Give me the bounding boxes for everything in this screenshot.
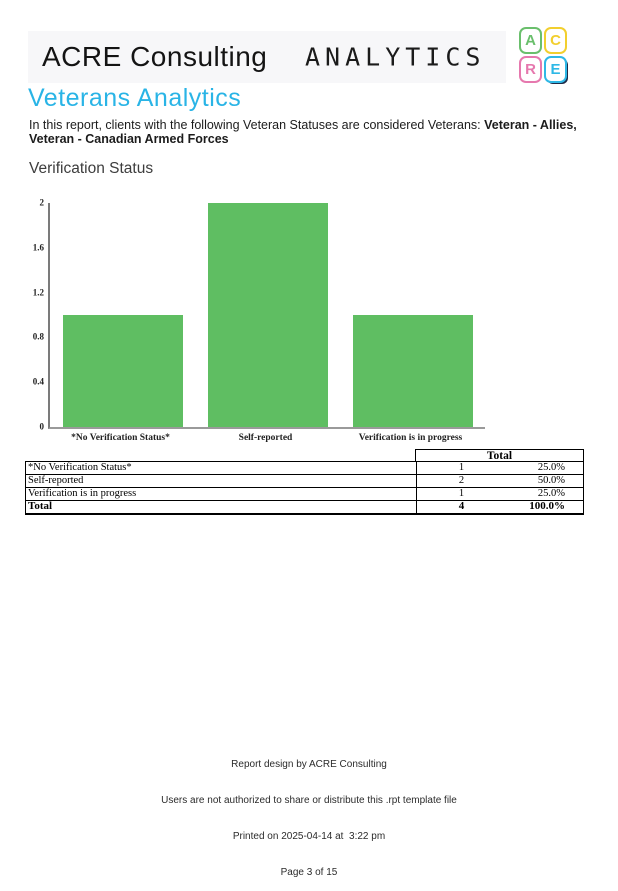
page-footer [0,735,618,891]
table-cell-label: *No Verification Status* [28,462,132,473]
y-tick-label: 0.4 [32,376,44,387]
y-tick-label: 2 [39,197,44,208]
intro-regular: In this report, clients with the following Veteran Statuses are considered Veterans: [29,118,485,132]
bar-2 [208,203,328,427]
table-row [25,461,584,474]
intro-bold: Veteran - Allies, Veteran - Canadian Armed Forces [29,118,577,146]
summary-table [25,449,584,515]
table-cell-percent: 50.0% [537,475,565,486]
footer-printed-timestamp: Printed on 2025-04-14 at 3:22 pm [232,831,386,842]
table-cell-count: 2 [416,475,506,487]
bar-slot [50,203,195,427]
footer-distribution-notice: Users are not authorized to share or distribute this .rpt template file [161,795,457,806]
brand-name: ACRE Consulting [42,41,268,72]
y-tick-label: 1.6 [32,242,44,253]
y-tick-label: 0.8 [32,331,44,342]
x-axis-label: *No Verification Status* [71,433,170,443]
x-axis-labels [48,433,483,443]
logo-block-a: A [519,27,542,54]
logo-block-e: E [544,56,567,83]
y-tick-label: 1.2 [32,287,44,298]
x-axis-label: Verification is in progress [358,433,463,443]
table-cell-percent: 25.0% [537,462,565,473]
bar-slot [340,203,485,427]
table-header-total: Total [415,449,584,461]
table-cell-percent: 25.0% [537,488,565,499]
bar-1 [63,315,183,427]
bars [50,203,485,427]
table-cell-count: 4 [416,501,506,513]
header-band [28,31,506,83]
bar-3 [353,315,473,427]
table-cell-percent: 100.0% [529,500,565,512]
page-title: Veterans Analytics [28,84,242,112]
intro-text [29,119,583,146]
footer-page-number: Page 3 of 15 [280,867,338,878]
summary-table-body [25,461,584,515]
table-row [25,500,584,515]
brand-analytics-wordmark: ANALYTICS [305,42,486,72]
table-header-spacer [25,449,415,461]
table-cell-count: 1 [416,462,506,474]
x-axis-label: Self-reported [238,433,293,443]
table-row [25,487,584,500]
y-tick-label: 0 [39,421,44,432]
logo-block-r: R [519,56,542,83]
table-cell-label: Self-reported [28,475,84,486]
section-heading: Verification Status [29,160,154,177]
table-cell-label: Total [28,501,53,512]
table-row [25,474,584,487]
bar-slot [195,203,340,427]
bar-chart [32,197,485,432]
footer-design-credit: Report design by ACRE Consulting [231,759,387,770]
logo-block-c: C [544,27,567,54]
table-header-row [25,449,584,461]
table-cell-label: Verification is in progress [28,488,137,499]
acre-logo [519,27,567,83]
table-cell-count: 1 [416,488,506,500]
